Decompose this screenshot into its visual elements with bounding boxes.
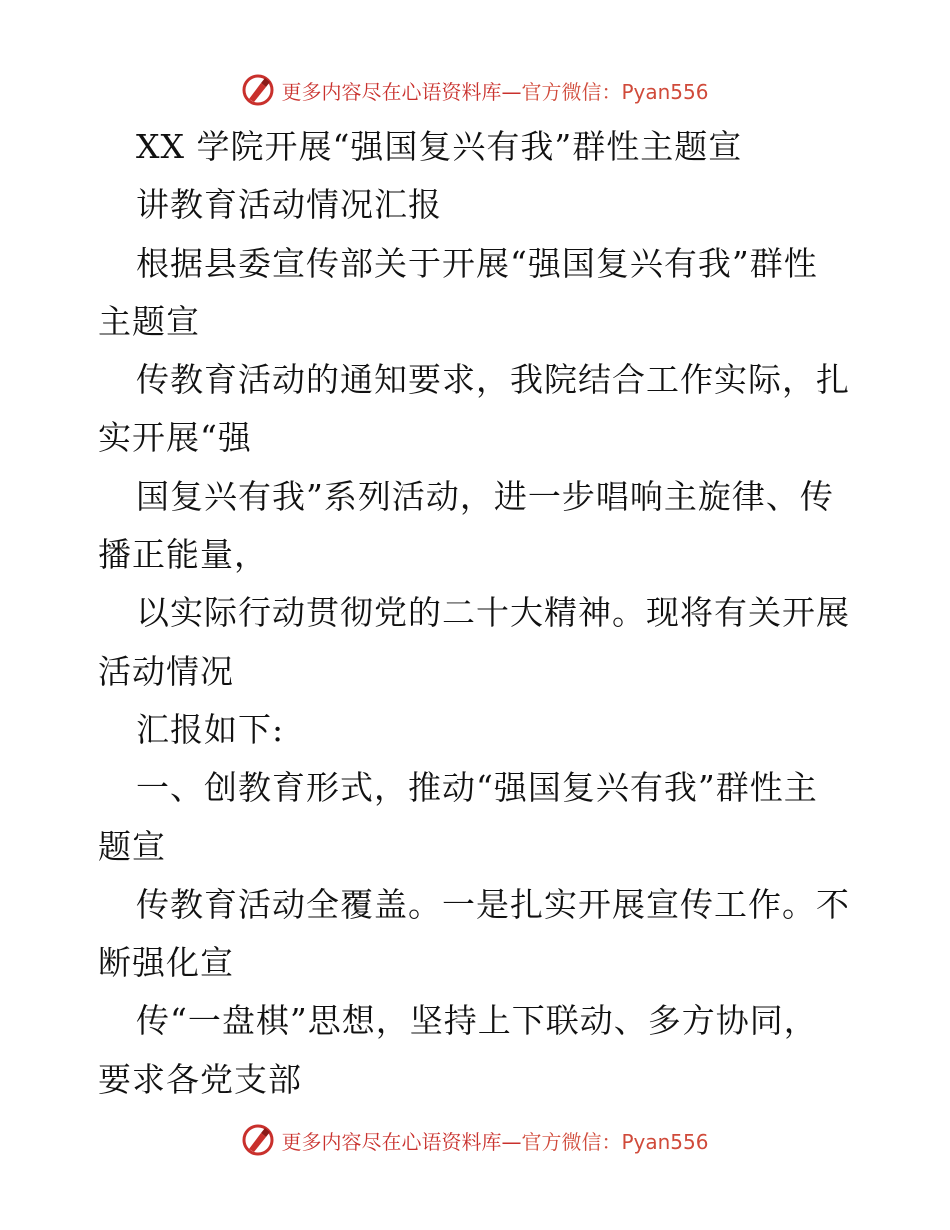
banner-text: 更多内容尽在心语资料库—官方微信：Pyan556 (281, 1129, 709, 1154)
doc-title-line-2: 讲教育活动情况汇报 (136, 185, 442, 225)
document-body (98, 118, 858, 1109)
paragraph-line: 主题宣 (98, 301, 200, 341)
paragraph-line: 国复兴有我”系列活动，进一步唱响主旋律、传 (136, 476, 834, 516)
banner-text: 更多内容尽在心语资料库—官方微信：Pyan556 (281, 79, 709, 104)
header-banner (0, 70, 950, 110)
paragraph-line: 汇报如下: (136, 709, 285, 749)
logo-icon (241, 73, 275, 107)
paragraph-line: 传“一盘棋”思想，坚持上下联动、多方协同， (136, 1001, 818, 1041)
section-heading-line: 一、创教育形式，推动“强国复兴有我”群性主 (136, 768, 818, 808)
paragraph-line: 传教育活动全覆盖。一是扎实开展宣传工作。不 (136, 884, 850, 924)
footer-banner (0, 1120, 950, 1160)
paragraph-line: 实开展“强 (98, 418, 252, 458)
section-heading-line: 题宣 (98, 826, 166, 866)
paragraph-line: 以实际行动贯彻党的二十大精神。现将有关开展 (136, 593, 850, 633)
paragraph-line: 要求各党支部 (98, 1059, 302, 1099)
doc-title-line-1: XX 学院开展“强国复兴有我”群性主题宣 (136, 127, 743, 166)
paragraph-line: 传教育活动的通知要求，我院结合工作实际，扎 (136, 360, 850, 400)
paragraph-line: 活动情况 (98, 651, 234, 691)
logo-icon (241, 1123, 275, 1157)
paragraph-line: 播正能量， (98, 535, 268, 575)
paragraph-line: 断强化宣 (98, 943, 234, 983)
paragraph-line: 根据县委宣传部关于开展“强国复兴有我”群性 (136, 243, 818, 283)
